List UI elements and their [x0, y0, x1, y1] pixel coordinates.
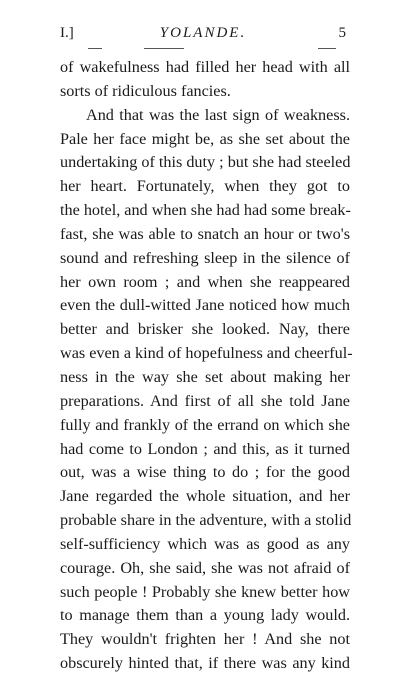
- text-line: self-sufficiency which was as good as any: [60, 534, 350, 553]
- header-rule-left: [88, 48, 102, 49]
- text-line: even the dull-witted Jane noticed how much: [60, 296, 350, 315]
- text-line: such people ! Probably she knew better how: [60, 582, 350, 601]
- text-line: undertaking of this duty ; but she had steeled: [60, 153, 351, 172]
- text-line: had come to London ; and this, as it turned: [60, 439, 350, 458]
- text-line: ness in the way she set about making her: [60, 367, 350, 386]
- text-line: out, was a wise thing to do ; for the good: [60, 463, 350, 482]
- text-line: sorts of ridiculous fancies.: [60, 81, 231, 100]
- text-line: fully and frankly of the errand on which she: [60, 415, 350, 434]
- header-rule-center: [144, 48, 184, 49]
- text-line: sound and refreshing sleep in the silence of: [60, 248, 350, 267]
- chapter-mark: I.]: [60, 25, 74, 41]
- text-line: And that was the last sign of weakness.: [86, 105, 350, 124]
- running-head: [60, 22, 346, 44]
- text-line: They wouldn't frighten her ! And she not: [60, 630, 350, 649]
- text-line: was even a kind of hopefulness and cheerful-: [60, 344, 353, 363]
- text-line: the hotel, and when she had had some break-: [60, 201, 351, 220]
- text-line: her heart. Fortunately, when they got to: [60, 177, 350, 196]
- body-text: [60, 56, 353, 676]
- text-line: of wakefulness had filled her head with all: [60, 58, 350, 76]
- page-number: 5: [338, 25, 346, 41]
- text-line: her own room ; and when she reappeared: [60, 272, 350, 291]
- text-line: courage. Oh, she said, she was not afraid of: [60, 558, 350, 577]
- text-line: to manage them than a young lady would.: [60, 606, 350, 625]
- text-line: fast, she was able to snatch an hour or two's: [60, 224, 350, 243]
- text-line: obscurely hinted that, if there was any kind: [60, 654, 350, 673]
- header-rule-right: [318, 48, 336, 49]
- text-line: Pale her face might be, as she set about the: [60, 129, 350, 148]
- book-title: YOLANDE.: [159, 25, 247, 41]
- text-line: Jane regarded the whole situation, and her: [60, 487, 350, 506]
- text-line: better and brisker she looked. Nay, there: [60, 320, 350, 339]
- text-line: probable share in the adventure, with a stolid: [60, 511, 352, 530]
- text-line: preparations. And first of all she told Jane: [60, 391, 350, 410]
